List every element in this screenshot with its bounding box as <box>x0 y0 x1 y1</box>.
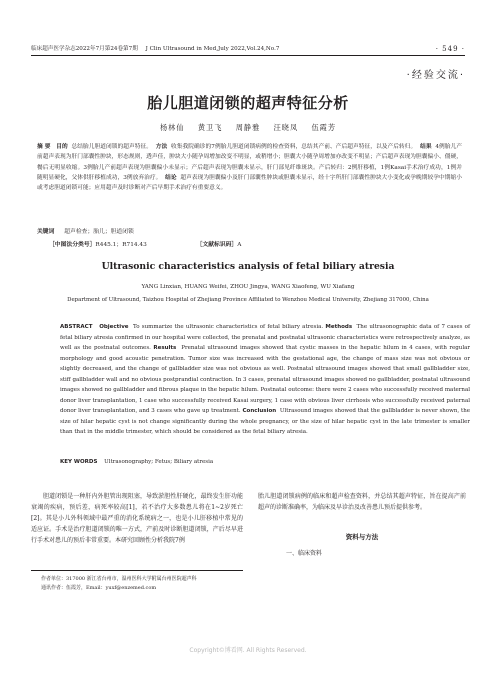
author-unit: 作者单位：317000 浙江省台州市，温州医科大学附属台州医院超声科 <box>41 576 197 582</box>
methods-text-en: The ultrasonographic data of 7 cases of fetal biliary atresia confirmed in our hospital were collected, the prenatal and postnatal ultrasonic characteristics were retrospectively analyze, as well as the postnatal outcomes. <box>60 324 471 351</box>
keywords-en <box>60 459 213 465</box>
author-name: 汪晓凤 <box>273 123 299 132</box>
conclusion-text-cn: 超声表现为胆囊偏小及肝门部囊性肿块或胆囊未显示，经十字所肝门部囊性肿块大小变化或孕晚期较孕中期缩小或考虑胆道闭锁可能；应用超声及时诊断对产后早期手术治疗有重要意义。 <box>37 174 463 192</box>
keywords-label-en: KEY WORDS <box>60 459 98 465</box>
author-name: 黄卫飞 <box>197 123 223 132</box>
abstract-label-en: ABSTRACT <box>60 324 93 330</box>
article-title-cn: 胎儿胆道闭锁的超声特征分析 <box>147 94 349 112</box>
journal-citation <box>31 43 285 55</box>
abstract-cn <box>37 142 462 193</box>
author-name: 杨林仙 <box>159 123 185 132</box>
footnote <box>31 575 243 593</box>
keywords-text-cn: 超声检查；胎儿；胆道闭锁 <box>64 229 134 235</box>
methods-label-cn: 方法 <box>155 144 168 150</box>
objective-label-en: Objective <box>99 324 129 330</box>
methods-label-en: Methods <box>325 324 353 330</box>
conclusion-label-en: Conclusion <box>242 408 277 414</box>
author-name: 伍霞芳 <box>311 123 337 132</box>
copyright-watermark: Copyright©博看网. All Rights Reserved. <box>189 647 307 654</box>
document-code-label: ［文献标识码］ <box>196 242 238 248</box>
objective-text-cn: 总结胎儿胆道闭锁的超声特征。 <box>71 144 152 150</box>
conclusion-text-en: Ultrasound images showed that the gallbladder is never shown, the size of hilar hepatic cyst is not change significantly during the whole pregnancy, or the size of hilar hepatic cyst in the late trimester is smaller than that in the middle trimester, which should be considered as the fetal biliary atresia. <box>60 408 470 435</box>
abstract-label-cn: 摘 要 <box>37 144 51 150</box>
footnote-divider <box>31 570 243 571</box>
classification-line <box>49 239 289 248</box>
subsection-heading: 一、临床资料 <box>286 550 323 557</box>
header-divider <box>31 55 465 56</box>
keywords-cn <box>37 226 134 235</box>
corresponding-author: 通讯作者：伍霞芳，Email：yuxf@enzemed.com <box>41 585 157 591</box>
methods-text-cn: 收集我院确诊的7例胎儿胆道闭锁病例的检查资料，总结其产前、产后超声特征，以及产后转归。 <box>171 144 417 150</box>
section-heading: 资料与方法 <box>345 533 379 541</box>
objective-label-cn: 目的 <box>56 144 68 150</box>
page-number: · 549 · <box>435 45 465 53</box>
results-text-en: Prenatal ultrasound images showed that cystic masses in the hepatic hilum in 4 cases, with regular morphology and good acoustic penetration. Tumor size was increased with the gestational age, the change of mass size was not obvious or slightly decreased, and the change of gallbladder size was not obvious as well. Postnatal ultrasound images showed that small gallbladder size, stiff gallbladder wall and no obvious postprandial contraction. In 3 cases, prenatal ultrasound images showed no gallbladder, postnatal ultrasound images showed no gallbladder and fibrous plaque in the hepatic hilum. Postnatal outcome: there were 2 cases who successfully received maternal donor liver transplantation, 1 case who successfully received Kasai surgery, 1 case with obvious liver cirrhosis who successfully received paternal donor liver transplantation, and 3 cases who gave up treatment. <box>60 345 471 414</box>
article-title-en: Ultrasonic characteristics analysis of fetal biliary atresia <box>101 261 395 272</box>
class-number-label: ［中图法分类号］ <box>49 242 96 248</box>
author-name: 周静雅 <box>235 123 261 132</box>
results-label-en: Results <box>153 345 177 351</box>
document-code <box>197 242 242 248</box>
keywords-label-cn: 关键词 <box>37 229 55 235</box>
abstract-en <box>60 322 470 438</box>
column-label: ·经验交流· <box>406 70 465 81</box>
document-code-value: A <box>237 242 242 248</box>
journal-name-cn: 临床超声医学杂志2022年7月第24卷第7期 <box>31 46 138 52</box>
author-list-cn <box>0 123 496 133</box>
results-label-cn: 结果 <box>420 144 432 150</box>
body-text-left-column: 胆道闭锁是一种肝内外胆管出现阻塞，导致淤胆性肝硬化，最终发生肝功能衰竭的疾病，预后差，病死率较高[1]，若不治疗大多数患儿将在1~2岁死亡[2]。其是小儿外科领域中最严重的消化系统病之一，也是小儿肝移植中常见的适应证。手术是治疗胆道闭锁的唯一方式，产前及时诊断胆道闭锁，产后尽早进行手术对患儿的预后非常重要。本研究回顾性分析我院7例 <box>31 493 243 544</box>
body-text-right-column: 胎儿胆道闭锁病例的临床和超声检查资料，并总结其超声特征，旨在提高产前超声的诊断准确率，为临床及早诊治及改善患儿预后提供参考。 <box>258 493 466 511</box>
affiliation-en: Department of Ultrasound, Taizhou Hospital of Zhejiang Province Affiliated to Wenzhou Medical University, Zhejiang 317000, China <box>67 297 429 303</box>
author-list-en: YANG Linxian, HUANG Weifei, ZHOU Jingya, WANG Xiaofeng, WU Xiafang <box>141 284 355 290</box>
keywords-text-en: Ultrasonography; Fetus; Biliary atresia <box>104 459 214 465</box>
class-number <box>49 242 147 248</box>
conclusion-label-cn: 结论 <box>165 174 177 181</box>
results-text-cn: 4例胎儿产前超声表现为肝门部囊性肿块，形态规则，透声佳，肿块大小随孕周增加改变不明显，或稍增小；胆囊大小随孕周增加亦改变不明显；产后超声表现为胆囊偏小、僵硬，餐后无明显收缩。3例胎儿产前超声表现为胆囊偏小未显示；产后超声表现为胆囊未显示，肝门部见纤维斑块。产后转归：2例肝移植，1例Kasai手术治疗成功，1例并随明显硬化，父体供肝移植成功，3例放弃治疗。 <box>37 144 463 181</box>
journal-name-en: J Clin Ultrasound in Med,July 2022,Vol.24,No.7 <box>145 46 280 52</box>
class-number-value: R445.1；R714.43 <box>95 242 147 248</box>
objective-text-en: To summarize the ultrasonic characteristics of fetal biliary atresia. <box>133 324 324 330</box>
running-head <box>31 43 465 55</box>
